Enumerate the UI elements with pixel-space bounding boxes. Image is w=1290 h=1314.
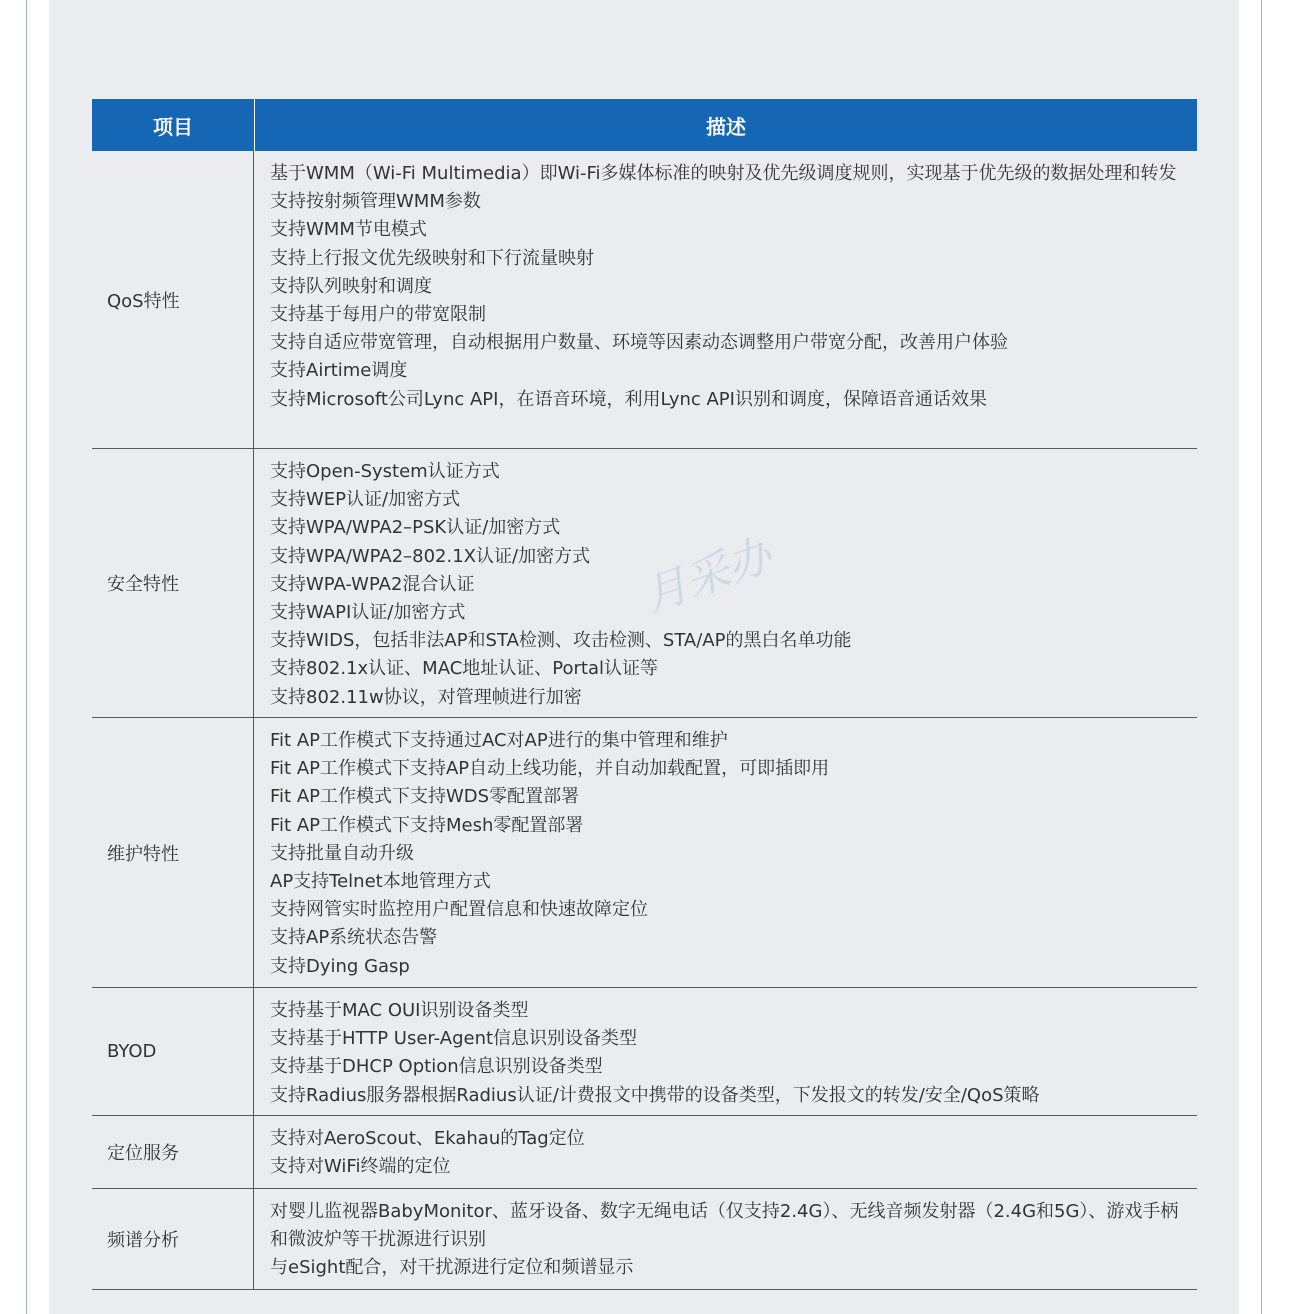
table-row-maintenance [92,718,1197,988]
desc-line: 支持基于HTTP User-Agent信息识别设备类型 [270,1028,638,1050]
desc-line: 支持WPA-WPA2混合认证 [270,573,475,595]
desc-line: 支持802.11w协议，对管理帧进行加密 [270,686,582,708]
table-header [92,99,1197,151]
desc-line: 支持WAPI认证/加密方式 [270,602,466,624]
document-page [49,0,1239,1314]
desc-line: 支持WIDS，包括非法AP和STA检测、攻击检测、STA/AP的黑白名单功能 [270,630,852,652]
desc-line: 支持基于MAC OUI识别设备类型 [270,1000,529,1021]
desc-line: 与eSight配合，对干扰源进行定位和频谱显示 [270,1257,634,1279]
category-cell: 频谱分析 [92,1189,254,1289]
desc-line: AP支持Telnet本地管理方式 [270,871,491,893]
desc-line: 支持对WiFi终端的定位 [270,1156,451,1178]
desc-line: Fit AP工作模式下支持Mesh零配置部署 [270,814,584,836]
category-cell: 安全特性 [92,449,254,717]
desc-line: Fit AP工作模式下支持通过AC对AP进行的集中管理和维护 [270,730,728,751]
description-cell [254,718,1197,987]
header-description: 描述 [706,114,746,139]
table-row-location [92,1116,1197,1189]
header-item: 项目 [92,99,255,151]
desc-line: 支持Open-System认证方式 [270,461,500,482]
desc-line: 支持网管实时监控用户配置信息和快速故障定位 [270,899,648,921]
desc-line: Fit AP工作模式下支持WDS零配置部署 [270,786,580,808]
category-cell: 定位服务 [92,1116,254,1188]
desc-line: 支持802.1x认证、MAC地址认证、Portal认证等 [270,658,658,680]
desc-line: 支持上行报文优先级映射和下行流量映射 [270,247,594,269]
desc-line: 支持Airtime调度 [270,360,408,382]
category-cell: QoS特性 [92,151,254,448]
desc-line: 支持AP系统状态告警 [270,927,438,949]
spec-table [92,99,1197,1290]
table-row-spectrum [92,1189,1197,1290]
desc-line: 基于WMM（Wi-Fi Multimedia）即Wi-Fi多媒体标准的映射及优先级调度规则，实现基于优先级的数据处理和转发 [270,163,1177,184]
table-row-byod [92,988,1197,1116]
desc-line: 支持Dying Gasp [270,955,410,977]
desc-line: 支持批量自动升级 [270,842,414,864]
desc-line: 支持基于DHCP Option信息识别设备类型 [270,1056,603,1078]
desc-line: 支持Microsoft公司Lync API，在语音环境，利用Lync API识别和调度，保障语音通话效果 [270,388,987,410]
desc-line: Fit AP工作模式下支持AP自动上线功能，并自动加载配置，可即插即用 [270,758,830,780]
description-cell [254,988,1197,1115]
category-cell: 维护特性 [92,718,254,987]
desc-line: 支持队列映射和调度 [270,275,432,297]
desc-line: 支持WMM节电模式 [270,219,427,241]
desc-line: 支持WPA/WPA2–802.1X认证/加密方式 [270,545,591,567]
table-row-security [92,449,1197,718]
description-cell [254,151,1197,448]
desc-line: 支持对AeroScout、Ekahau的Tag定位 [270,1128,585,1149]
desc-line: 支持WPA/WPA2–PSK认证/加密方式 [270,517,561,539]
description-cell [254,1116,1197,1188]
desc-line: 对婴儿监视器BabyMonitor、蓝牙设备、数字无绳电话（仅支持2.4G）、无线音频发射器（2.4G和5G）、游戏手柄和微波炉等干扰源进行识别 [270,1201,1179,1251]
desc-line: 支持基于每用户的带宽限制 [270,304,486,326]
category-cell: BYOD [92,988,254,1115]
desc-line: 支持自适应带宽管理，自动根据用户数量、环境等因素动态调整用户带宽分配，改善用户体验 [270,332,1008,354]
desc-line: 支持Radius服务器根据Radius认证/计费报文中携带的设备类型，下发报文的转发/安全/QoS策略 [270,1084,1040,1106]
description-cell [254,1189,1197,1289]
desc-line: 支持WEP认证/加密方式 [270,489,461,511]
table-row-qos [92,151,1197,449]
description-cell [254,449,1197,717]
desc-line: 支持按射频管理WMM参数 [270,191,481,213]
watermark: 月采办 [636,529,779,623]
